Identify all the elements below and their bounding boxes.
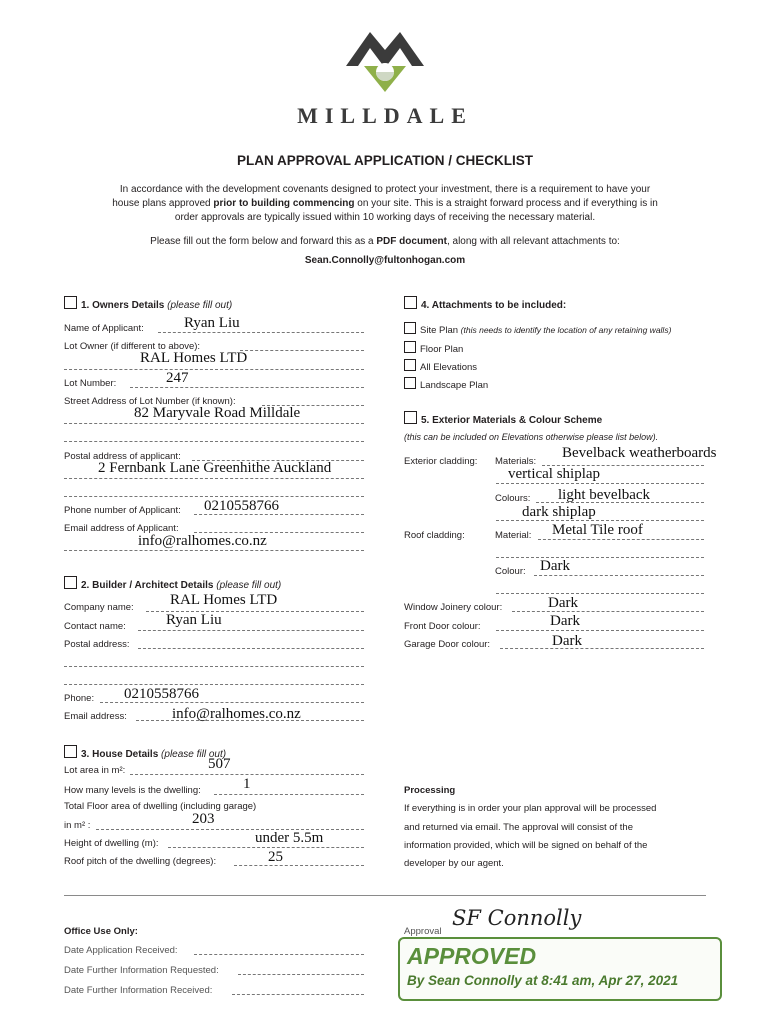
email-line-b xyxy=(64,550,364,551)
instruction-c: , along with all relevant attachments to: xyxy=(446,236,620,247)
landscape-checkbox[interactable] xyxy=(404,377,416,389)
section-1-title: 1. Owners Details xyxy=(81,300,165,311)
logo-mark-icon xyxy=(340,22,430,94)
intro-text xyxy=(0,183,770,225)
postal-label: Postal address of applicant: xyxy=(64,451,181,462)
roof-material-line-b xyxy=(496,557,704,558)
section-1-hint: (please fill out) xyxy=(167,300,233,311)
pitch-line xyxy=(234,865,364,866)
builder-postal-label: Postal address: xyxy=(64,639,130,650)
garage-door-value[interactable]: Dark xyxy=(552,633,582,649)
floor-area-line xyxy=(96,829,364,830)
pitch-value[interactable]: 25 xyxy=(268,849,283,865)
street-line-b xyxy=(64,423,364,424)
section-3-hint: (please fill out) xyxy=(161,749,227,760)
height-line xyxy=(168,847,364,848)
section-5-hint: (this can be included on Elevations otherwise please list below). xyxy=(404,432,659,442)
approval-signature: SF Connolly xyxy=(452,906,582,930)
section-2-heading xyxy=(64,576,281,591)
owner-line-a xyxy=(240,350,364,351)
elevations-label: All Elevations xyxy=(420,362,478,373)
floor-plan-checkbox[interactable] xyxy=(404,341,416,353)
section-5-checkbox[interactable] xyxy=(404,411,417,424)
section-2-checkbox[interactable] xyxy=(64,576,77,589)
processing-line-2: and returned via email. The approval will consist of the xyxy=(404,822,634,833)
builder-phone-label: Phone: xyxy=(64,693,95,704)
date-requested-line xyxy=(238,974,364,975)
company-label: Company name: xyxy=(64,602,134,613)
date-info-received-label: Date Further Information Received: xyxy=(64,985,213,996)
lot-area-label: Lot area in m²: xyxy=(64,765,126,776)
processing-heading: Processing xyxy=(404,785,456,796)
page-title: PLAN APPROVAL APPLICATION / CHECKLIST xyxy=(236,153,533,168)
intro-line-2b: prior to building commencing xyxy=(213,198,355,209)
contact-email[interactable]: Sean.Connolly@fultonhogan.com xyxy=(304,255,466,266)
levels-value[interactable]: 1 xyxy=(243,776,251,792)
builder-postal-line-b xyxy=(64,666,364,667)
roof-cladding-label: Roof cladding: xyxy=(404,530,465,541)
section-2-title: 2. Builder / Architect Details xyxy=(81,580,214,591)
approval-label: Approval xyxy=(404,926,442,937)
pitch-label: Roof pitch of the dwelling (degrees): xyxy=(64,856,217,867)
section-5-heading xyxy=(404,411,602,426)
levels-label: How many levels is the dwelling: xyxy=(64,785,201,796)
street-value[interactable]: 82 Maryvale Road Milldale xyxy=(134,405,301,421)
landscape-label: Landscape Plan xyxy=(420,380,489,391)
materials-label: Materials: xyxy=(495,456,537,467)
front-door-label: Front Door colour: xyxy=(404,621,481,632)
front-door-value[interactable]: Dark xyxy=(550,613,580,629)
materials-value-1[interactable]: Bevelback weatherboards xyxy=(562,445,717,461)
site-plan-checkbox[interactable] xyxy=(404,322,416,334)
contact-line xyxy=(138,630,364,631)
stamp-title: APPROVED xyxy=(407,943,537,969)
height-value[interactable]: under 5.5m xyxy=(255,830,324,846)
date-requested-label: Date Further Information Requested: xyxy=(64,965,219,976)
builder-phone-value[interactable]: 0210558766 xyxy=(124,686,199,702)
approved-stamp xyxy=(398,937,722,1001)
colours-value-1[interactable]: light bevelback xyxy=(558,487,651,503)
section-3-heading xyxy=(64,745,226,760)
builder-email-value[interactable]: info@ralhomes.co.nz xyxy=(172,706,301,722)
lot-label: Lot Number: xyxy=(64,378,117,389)
roof-colour-line-b xyxy=(496,593,704,594)
street-line-c xyxy=(64,441,364,442)
roof-material-line-a xyxy=(538,539,704,540)
floor-plan-label: Floor Plan xyxy=(420,344,464,355)
garage-door-label: Garage Door colour: xyxy=(404,639,491,650)
site-plan-label: Site Plan xyxy=(420,325,459,336)
email-label: Email address of Applicant: xyxy=(64,523,179,534)
garage-door-line xyxy=(500,648,704,649)
date-received-line xyxy=(194,954,364,955)
contact-label: Contact name: xyxy=(64,621,126,632)
section-1-checkbox[interactable] xyxy=(64,296,77,309)
colours-label: Colours: xyxy=(495,493,531,504)
processing-line-3: information provided, which will be signed on behalf of the xyxy=(404,840,648,851)
contact-value[interactable]: Ryan Liu xyxy=(166,612,222,628)
applicant-value[interactable]: Ryan Liu xyxy=(184,315,240,331)
instruction-b: PDF document xyxy=(376,236,447,247)
section-2-hint: (please fill out) xyxy=(216,580,282,591)
site-plan-hint: (this needs to identify the location of any retaining walls) xyxy=(460,325,672,335)
intro-line-2a: house plans approved xyxy=(112,198,214,209)
street-label: Street Address of Lot Number (if known): xyxy=(64,396,236,407)
intro-instruction xyxy=(0,236,770,247)
owner-line-b xyxy=(64,369,364,370)
floor-plan-item xyxy=(404,341,463,355)
roof-colour-label: Colour: xyxy=(495,566,526,577)
section-4-heading xyxy=(404,296,566,311)
intro-line-2c: on your site. This is a straight forward process and if everything is in xyxy=(354,198,658,209)
builder-email-label: Email address: xyxy=(64,711,127,722)
processing-line-4: developer by our agent. xyxy=(404,858,504,869)
levels-line xyxy=(214,794,364,795)
roof-material-value[interactable]: Metal Tile roof xyxy=(552,522,643,538)
phone-label: Phone number of Applicant: xyxy=(64,505,181,516)
floor-area-unit: in m² : xyxy=(64,820,91,831)
floor-area-label: Total Floor area of dwelling (including garage) xyxy=(64,801,257,812)
instruction-a: Please fill out the form below and forward this as a xyxy=(150,236,377,247)
owner-label: Lot Owner (if different to above): xyxy=(64,341,201,352)
exterior-cladding-label: Exterior cladding: xyxy=(404,456,478,467)
company-value[interactable]: RAL Homes LTD xyxy=(170,592,278,608)
lot-area-value[interactable]: 507 xyxy=(208,756,231,772)
lot-line xyxy=(130,387,364,388)
applicant-line xyxy=(158,332,364,333)
elevations-checkbox[interactable] xyxy=(404,359,416,371)
processing-line-1: If everything is in order your plan approval will be processed xyxy=(404,803,657,814)
roof-colour-value[interactable]: Dark xyxy=(540,558,570,574)
elevations-item xyxy=(404,359,477,373)
section-3-checkbox[interactable] xyxy=(64,745,77,758)
section-5-title: 5. Exterior Materials & Colour Scheme xyxy=(421,415,603,426)
builder-postal-line-a xyxy=(138,648,364,649)
owner-value[interactable]: RAL Homes LTD xyxy=(140,350,248,366)
window-joinery-value[interactable]: Dark xyxy=(548,595,578,611)
milldale-logo xyxy=(340,22,430,94)
height-label: Height of dwelling (m): xyxy=(64,838,159,849)
email-value[interactable]: info@ralhomes.co.nz xyxy=(138,533,267,549)
builder-postal-line-c xyxy=(64,684,364,685)
lot-area-line xyxy=(130,774,364,775)
office-use-heading: Office Use Only: xyxy=(64,926,138,937)
landscape-item xyxy=(404,377,488,391)
intro-line-1: In accordance with the development covenants designed to protect your investment, there is a requirement to have your xyxy=(119,184,651,195)
date-info-received-line xyxy=(232,994,364,995)
phone-value[interactable]: 0210558766 xyxy=(204,498,279,514)
window-joinery-label: Window Joinery colour: xyxy=(404,602,503,613)
section-4-checkbox[interactable] xyxy=(404,296,417,309)
date-received-label: Date Application Received: xyxy=(64,945,178,956)
postal-line-c xyxy=(64,496,364,497)
postal-line-b xyxy=(64,478,364,479)
section-1-heading xyxy=(64,296,232,311)
front-door-line xyxy=(496,630,704,631)
logo-wordmark: MILLDALE xyxy=(297,103,473,128)
materials-line-b xyxy=(496,483,704,484)
intro-line-3: order approvals are typically issued within 10 working days of receiving the necessary material. xyxy=(174,212,596,223)
window-joinery-line xyxy=(512,611,704,612)
floor-area-value[interactable]: 203 xyxy=(192,811,215,827)
intro-line-2 xyxy=(0,197,770,211)
section-3-title: 3. House Details xyxy=(81,749,159,760)
lot-value[interactable]: 247 xyxy=(166,370,189,386)
colours-value-2[interactable]: dark shiplap xyxy=(522,504,596,520)
roof-material-label: Material: xyxy=(495,530,532,541)
materials-value-2[interactable]: vertical shiplap xyxy=(508,466,601,482)
site-plan-item xyxy=(404,322,671,336)
stamp-subtitle: By Sean Connolly at 8:41 am, Apr 27, 2021 xyxy=(407,973,679,988)
postal-value[interactable]: 2 Fernbank Lane Greenhithe Auckland xyxy=(98,460,332,476)
section-4-title: 4. Attachments to be included: xyxy=(421,300,567,311)
applicant-label: Name of Applicant: xyxy=(64,323,144,334)
roof-colour-line-a xyxy=(534,575,704,576)
divider xyxy=(64,895,706,896)
